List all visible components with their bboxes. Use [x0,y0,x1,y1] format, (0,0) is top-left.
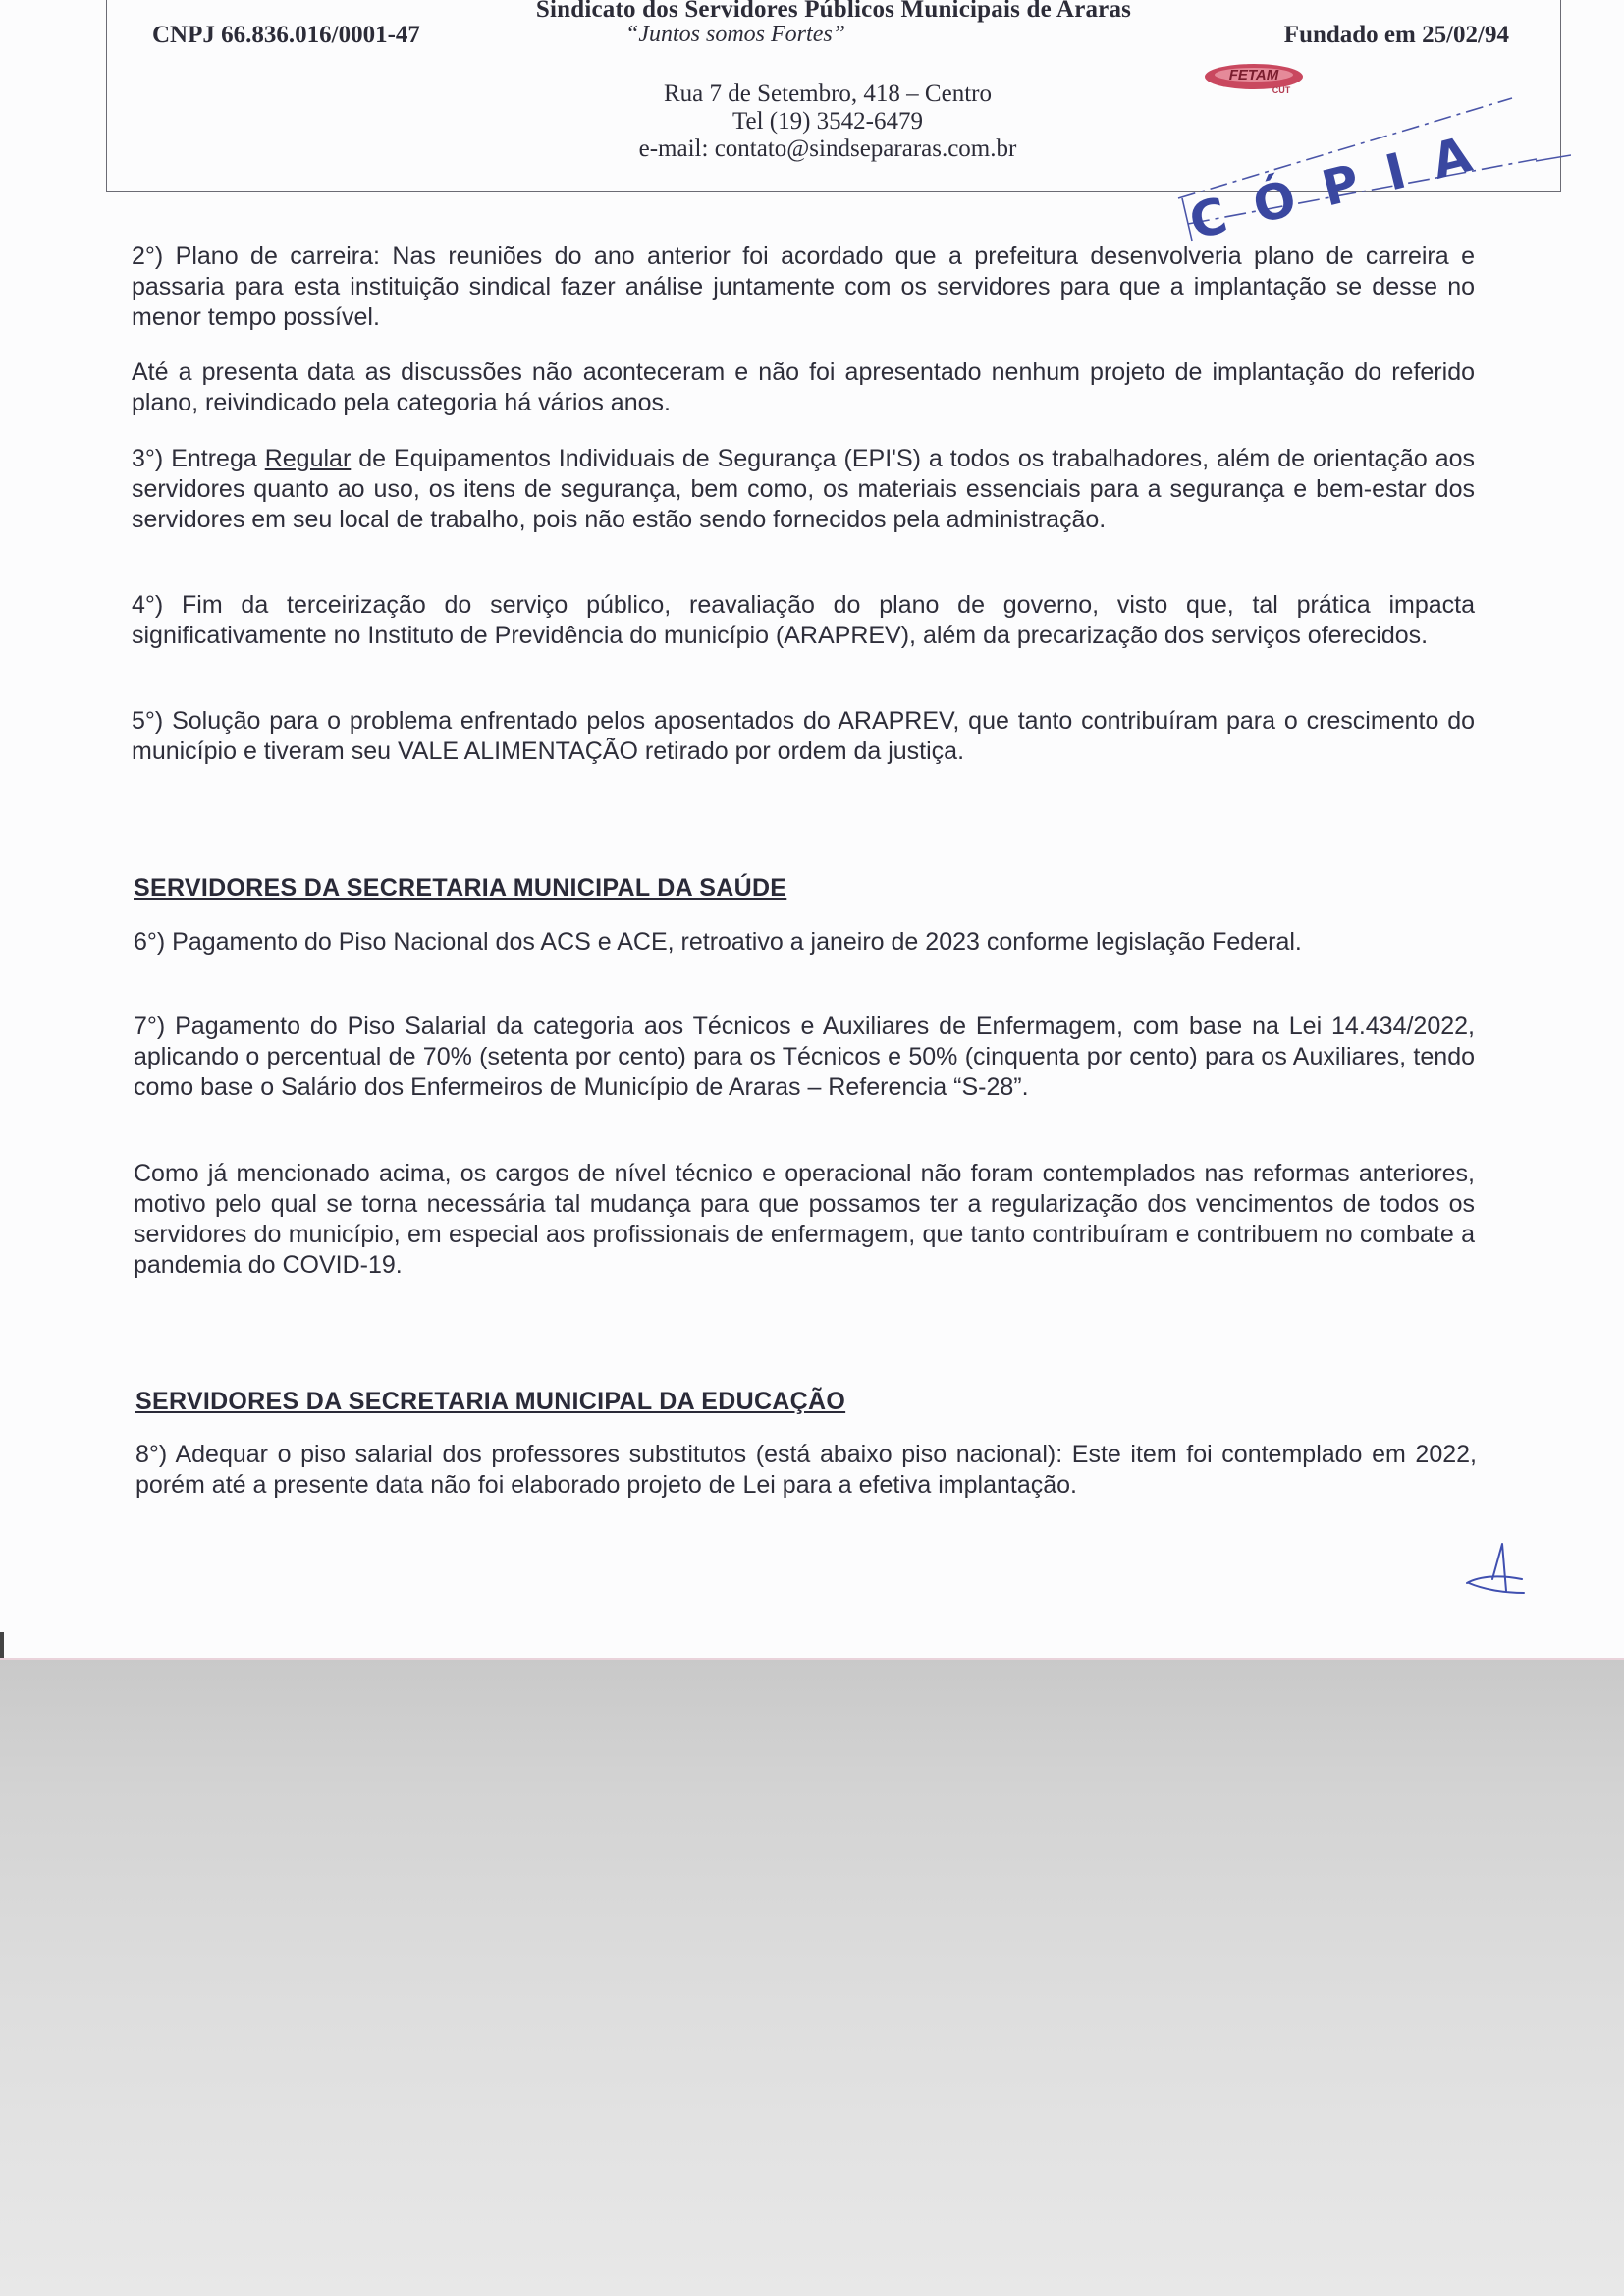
stamp-text: CÓPIA [1183,118,1506,251]
scan-edge-mark [0,1632,4,1660]
logo-text: FETAM [1228,67,1279,83]
item-7-justification: Como já mencionado acima, os cargos de nível técnico e operacional não foram contemplados nas reformas anteriores, motivo pelo qual se torna necessária tal mudança para que possamos ter a regularização dos vencimentos de todos os servidores do município, em especial aos profissionais de enfermagem, que tanto contribuíram e contribuem no combate a pandemia do COVID-19. [134,1160,1475,1279]
item-8-piso-professores: 8°) Adequar o piso salarial dos professores substitutos (está abaixo piso nacional): Este item foi contemplado em 2022, porém até a presente data não foi elaborado projeto de Lei para a efetiva implantação. [135,1441,1477,1499]
cnpj: CNPJ 66.836.016/0001-47 [152,22,420,48]
item-3-rest: de Equipamentos Individuais de Segurança (EPI'S) a todos os trabalhadores, além de orientação aos servidores quanto ao uso, os itens de segurança, bem como, os materiais essenciais para a segurança e bem-estar dos servidores em seu local de trabalho, pois não estão sendo fornecidos pela administração. [132,445,1475,533]
item-5-aposentados: 5°) Solução para o problema enfrentado pelos aposentados do ARAPREV, que tanto contribuíram para o crescimento do município e tiveram seu VALE ALIMENTAÇÃO retirado por ordem da justiça. [132,707,1475,765]
signature-initial [1463,1540,1532,1601]
phone: Tel (19) 3542-6479 [731,108,924,135]
copy-stamp [1159,88,1571,255]
item-3-regular: Regular [264,445,352,472]
email: e-mail: contato@sindsepararas.com.br [638,136,1017,162]
heading-educacao: SERVIDORES DA SECRETARIA MUNICIPAL DA EDUCAÇÃO [135,1388,846,1415]
item-3-epis [132,444,1475,535]
address: Rua 7 de Setembro, 418 – Centro [664,81,992,107]
item-4-terceirizacao: 4°) Fim da terceirização do serviço público, reavaliação do plano de governo, visto que, tal prática impacta significativamente no Instituto de Previdência do município (ARAPREV), além da precarização dos serviços oferecidos. [132,591,1475,649]
item-2-plano-de-carreira: 2°) Plano de carreira: Nas reuniões do ano anterior foi acordado que a prefeitura desenvolveria plano de carreira e passaria para esta instituição sindical fazer análise juntamente com os servidores para que a implantação se desse no menor tempo possível. [132,243,1475,331]
item-3-prefix: 3°) Entrega [132,445,265,472]
item-6-piso-acs-ace: 6°) Pagamento do Piso Nacional dos ACS e ACE, retroativo a janeiro de 2023 conforme legislação Federal. [134,928,1302,956]
motto: “Juntos somos Fortes” [625,22,846,47]
item-7-piso-enfermagem: 7°) Pagamento do Piso Salarial da categoria aos Técnicos e Auxiliares de Enfermagem, com base na Lei 14.434/2022, aplicando o percentual de 70% (setenta por cento) para os Técnicos e 50% (cinquenta por cento) para os Auxiliares, tendo como base o Salário dos Enfermeiros de Município de Araras – Referencia “S-28”. [134,1012,1475,1101]
logo-subtext: CUT [1272,85,1291,95]
heading-saude: SERVIDORES DA SECRETARIA MUNICIPAL DA SAÚDE [134,874,787,902]
item-2-status: Até a presenta data as discussões não aconteceram e não foi apresentado nenhum projeto de implantação do referido plano, reivindicado pela categoria há vários anos. [132,358,1475,416]
founded-date: Fundado em 25/02/94 [1283,22,1509,48]
scanner-background [0,1660,1624,2296]
union-name: Sindicato dos Servidores Públicos Municipais de Araras [535,0,1132,23]
